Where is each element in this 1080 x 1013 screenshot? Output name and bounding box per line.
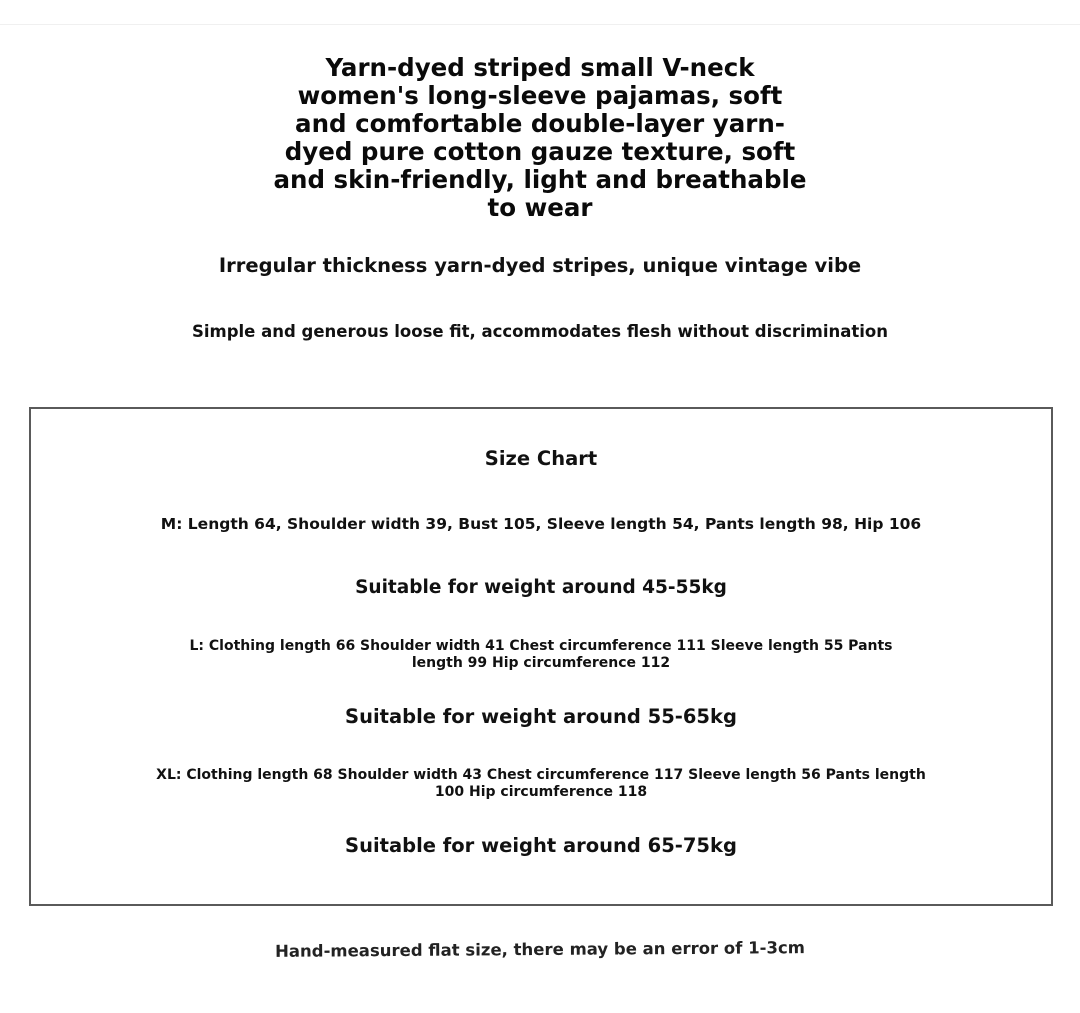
- top-divider: [0, 24, 1080, 25]
- weight-range-xl: Suitable for weight around 65-75kg: [345, 834, 737, 857]
- weight-range-l: Suitable for weight around 55-65kg: [345, 705, 737, 728]
- size-spec-m: M: Length 64, Shoulder width 39, Bust 105, Sleeve length 54, Pants length 98, Hip 106: [160, 515, 922, 533]
- highlight-stripes: Irregular thickness yarn-dyed stripes, unique vintage vibe: [218, 254, 862, 277]
- size-spec-xl: XL: Clothing length 68 Shoulder width 43 Chest circumference 117 Sleeve length 56 Pants length 100 Hip circumference 118: [156, 767, 926, 800]
- highlight-fit: Simple and generous loose fit, accommodates flesh without discrimination: [191, 322, 889, 341]
- size-spec-l: L: Clothing length 66 Shoulder width 41 Chest circumference 111 Sleeve length 55 Pants length 99 Hip circumference 112: [189, 638, 893, 671]
- size-chart-title: Size Chart: [484, 447, 598, 470]
- measurement-note: Hand-measured flat size, there may be an error of 1-3cm: [274, 938, 806, 961]
- product-title: Yarn-dyed striped small V-neck women's long-sleeve pajamas, soft and comfortable double-layer yarn-dyed pure cotton gauze texture, soft and skin-friendly, light and breathable to wear: [273, 53, 807, 222]
- weight-range-m: Suitable for weight around 45-55kg: [355, 577, 727, 598]
- size-chart-box: [29, 407, 1053, 906]
